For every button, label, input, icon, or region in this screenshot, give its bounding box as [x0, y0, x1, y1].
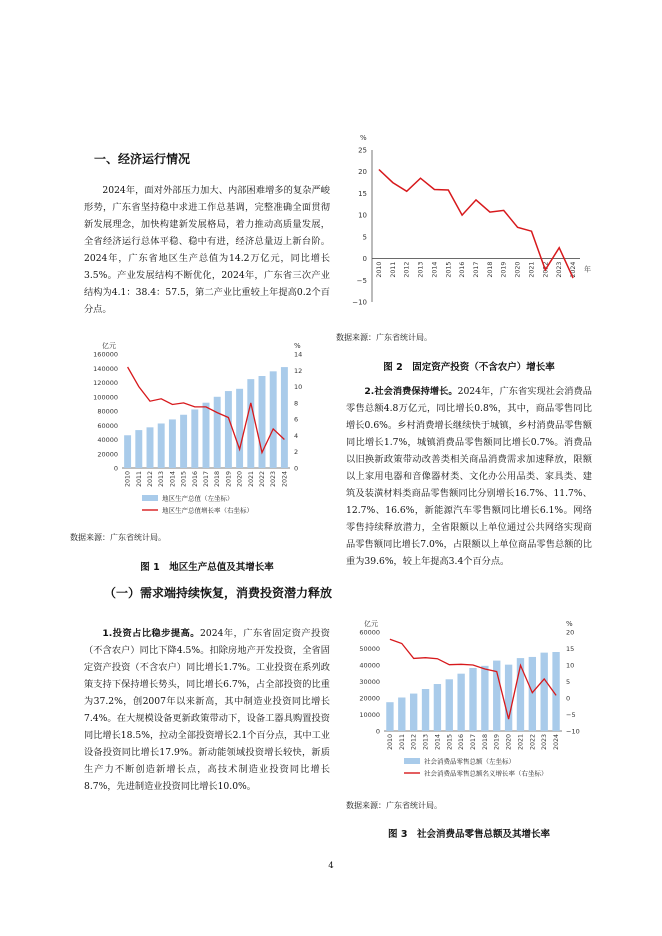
- gdp-x-label-2014: 2014: [169, 471, 177, 488]
- fai-y-tick: 15: [358, 189, 367, 198]
- fai-x-label-2024: 2024: [570, 261, 578, 278]
- retail-bar-2012: [410, 694, 417, 731]
- gdp-left-tick: 120000: [93, 379, 118, 387]
- investment-lead: 1.投资占比稳步提高。: [102, 628, 200, 639]
- fai-x-label-2011: 2011: [389, 261, 397, 278]
- investment-body: 2024年，广东省固定资产投资（不含农户）同比下降4.5%。扣除房地产开发投资，全省固定资产投资（不含农户）同比增长1.7%。工业投资在系列政策支持下保持增长势头，同比增长6.7%，占全部投资的比重为37.2%，创2007年以来新高，其中制造业投资同比增长7.4%。在大规模设备更新政策带动下，设备工器具购置投资同比增长18.5%，拉动全部投资增长2.1个百分点，其中工业设备投资同比增长17.9%。新动能领域投资增长较快，新质生产力不断创造新增长点，高技术制造业投资同比增长8.7%，先进制造业投资同比增长10.0%。: [84, 628, 330, 792]
- retail-bar-2013: [422, 689, 429, 731]
- retail-right-tick: 5: [566, 678, 571, 686]
- retail-left-tick: 0: [375, 727, 380, 736]
- gdp-bar-2020: [236, 389, 243, 468]
- retail-x-label-2024: 2024: [553, 734, 561, 751]
- retail-right-tick: 0: [566, 694, 571, 703]
- section-title: 一、经济运行情况: [94, 152, 191, 166]
- retail-right-tick: −5: [566, 711, 576, 719]
- intro-paragraph: 2024年，面对外部压力加大、内部困难增多的复杂严峻形势，广东省坚持稳中求进工作总基调，完整准确全面贯彻新发展理念，加快构建新发展格局，着力推动高质量发展，全省经济运行总体平稳、稳中有进，经济总量迈上新台阶。2024年，广东省地区生产总值为14.2万亿元，同比增长3.5%。产业发展结构不断优化，2024年，广东省三次产业结构为4.1：38.4：57.5，第二产业比重较上年提高0.2个百分点。: [84, 185, 330, 315]
- gdp-bar-2011: [135, 430, 142, 468]
- gdp-bar-2021: [247, 379, 254, 468]
- gdp-right-tick: 10: [294, 383, 303, 392]
- retail-sales-chart: [342, 616, 604, 794]
- fai-y-tick: −10: [352, 298, 367, 307]
- retail-x-label-2020: 2020: [505, 734, 513, 751]
- retail-bar-2018: [481, 666, 488, 731]
- fai-y-tick: −5: [356, 276, 367, 285]
- gdp-x-label-2016: 2016: [191, 471, 199, 488]
- fai-x-label-2015: 2015: [445, 261, 453, 278]
- retail-bar-2017: [469, 668, 476, 731]
- gdp-bar-2018: [214, 397, 221, 468]
- fai-x-label-2017: 2017: [473, 261, 480, 278]
- retail-x-label-2023: 2023: [541, 734, 549, 751]
- figure2-caption: 图 2 固定资产投资（不含农户）增长率: [383, 362, 555, 373]
- gdp-left-tick: 140000: [93, 364, 118, 373]
- gdp-right-tick: 6: [294, 415, 299, 424]
- fai-x-label-2023: 2023: [556, 261, 564, 278]
- gdp-bar-2019: [225, 391, 232, 468]
- gdp-x-label-2021: 2021: [247, 471, 255, 488]
- retail-x-label-2013: 2013: [422, 734, 430, 751]
- retail-legend-bar-label: 社会消费品零售总额（左坐标）: [424, 757, 515, 766]
- fai-x-label-2013: 2013: [417, 261, 425, 278]
- retail-bar-2020: [505, 665, 512, 731]
- gdp-chart: [78, 342, 340, 524]
- gdp-left-tick: 0: [113, 464, 118, 473]
- retail-x-label-2012: 2012: [410, 734, 418, 751]
- retail-left-tick: 50000: [359, 645, 380, 653]
- gdp-right-tick: 8: [294, 399, 299, 408]
- gdp-x-label-2022: 2022: [259, 471, 266, 488]
- retail-x-label-2014: 2014: [434, 734, 442, 751]
- gdp-x-label-2023: 2023: [270, 471, 278, 488]
- gdp-left-unit: 亿元: [102, 342, 116, 350]
- retail-bar-2010: [386, 702, 393, 731]
- gdp-bar-2014: [169, 419, 176, 468]
- retail-left-tick: 20000: [359, 694, 380, 703]
- fai-y-tick: 20: [358, 168, 367, 177]
- figure1-source: 数据来源：广东省统计局。: [70, 533, 166, 542]
- gdp-bar-2015: [180, 415, 187, 468]
- retail-legend-line-label: 社会消费品零售总额名义增长率（右坐标）: [424, 769, 548, 778]
- fai-x-label-2021: 2021: [528, 261, 536, 278]
- retail-left-unit: 亿元: [364, 620, 378, 628]
- gdp-right-tick: 4: [294, 431, 299, 440]
- gdp-bar-2012: [147, 427, 154, 468]
- retail-bar-2016: [457, 674, 464, 731]
- fai-y-tick: 5: [362, 233, 367, 242]
- retail-x-label-2011: 2011: [398, 734, 406, 751]
- retail-bar-2023: [541, 653, 548, 731]
- gdp-left-tick: 160000: [93, 350, 118, 359]
- retail-left-tick: 10000: [359, 711, 380, 719]
- gdp-left-tick: 80000: [97, 407, 118, 416]
- fai-unit: %: [360, 134, 367, 142]
- retail-x-label-2022: 2022: [529, 734, 537, 751]
- gdp-bar-2010: [124, 435, 131, 468]
- consumption-body: 2024年，广东省实现社会消费品零售总额4.8万亿元，同比增长0.8%，其中，商品零售同比增长0.6%。乡村消费增长继续快于城镇，乡村消费品零售额同比增长1.7%，城镇消费品零售额同比增长0.7%。消费品以旧换新政策带动改善类相关商品消费需求加速释放，限额以上家用电器和音像器材类、文化办公用品类、家具类、建筑及装潢材料类商品零售额同比分别增长16.7%、11.7%、12.7%、16.6%，新能源汽车零售额同比增长6.1%。网络零售持续释放潜力，全省限额以上单位通过公共网络实现商品零售额同比增长7.0%，占限额以上单位商品零售总额的比重为39.6%，较上年提高3.4个百分点。: [346, 386, 592, 567]
- gdp-right-tick: 2: [294, 448, 299, 457]
- gdp-x-label-2017: 2017: [203, 471, 210, 488]
- gdp-legend-bar-swatch: [142, 495, 158, 501]
- figure3-caption: 图 3 社会消费品零售总额及其增长率: [388, 829, 550, 840]
- retail-bar-2011: [398, 698, 405, 731]
- gdp-bar-2023: [270, 371, 277, 468]
- fai-y-tick: 0: [362, 255, 367, 264]
- fixed-investment-chart: [346, 128, 608, 308]
- gdp-right-unit: %: [294, 342, 301, 350]
- fai-x-unit: 年: [584, 265, 591, 274]
- gdp-left-tick: 40000: [97, 436, 118, 444]
- fai-x-label-2014: 2014: [431, 261, 439, 278]
- gdp-bar-2016: [191, 409, 198, 468]
- retail-left-tick: 30000: [359, 678, 380, 686]
- fai-x-label-2016: 2016: [459, 261, 467, 278]
- gdp-x-label-2024: 2024: [281, 471, 289, 488]
- retail-x-label-2017: 2017: [470, 734, 477, 751]
- gdp-x-label-2011: 2011: [135, 471, 143, 488]
- gdp-x-label-2010: 2010: [124, 471, 132, 488]
- gdp-x-label-2015: 2015: [180, 471, 188, 488]
- gdp-x-label-2012: 2012: [147, 471, 154, 488]
- retail-x-label-2015: 2015: [446, 734, 454, 751]
- retail-right-tick: 15: [566, 645, 575, 653]
- gdp-right-tick: 14: [294, 350, 303, 359]
- fai-y-tick: 10: [358, 211, 367, 220]
- gdp-left-tick: 100000: [93, 393, 118, 402]
- fai-x-label-2012: 2012: [403, 261, 411, 278]
- retail-right-tick: −10: [566, 727, 580, 736]
- fai-x-label-2018: 2018: [486, 261, 494, 278]
- retail-x-label-2016: 2016: [458, 734, 466, 751]
- consumption-paragraph: [346, 383, 592, 570]
- retail-bar-2015: [446, 679, 453, 731]
- fai-x-label-2010: 2010: [375, 261, 383, 278]
- investment-paragraph: [84, 625, 330, 795]
- gdp-bar-2022: [259, 376, 266, 468]
- retail-right-tick: 20: [566, 628, 575, 637]
- retail-x-label-2019: 2019: [493, 734, 501, 751]
- fai-x-label-2020: 2020: [514, 261, 522, 278]
- retail-right-tick: 10: [566, 661, 575, 670]
- fai-x-label-2022: 2022: [542, 261, 550, 278]
- retail-x-label-2018: 2018: [481, 734, 489, 751]
- retail-bar-2022: [529, 657, 536, 731]
- gdp-left-tick: 20000: [97, 450, 118, 459]
- gdp-bar-2013: [158, 423, 165, 468]
- retail-left-tick: 60000: [359, 628, 380, 637]
- figure2-source: 数据来源：广东省统计局。: [336, 333, 432, 342]
- retail-left-tick: 40000: [359, 661, 380, 670]
- subsection-title: （一）需求端持续恢复，消费投资潜力释放: [104, 586, 333, 600]
- gdp-bar-2024: [281, 367, 288, 468]
- gdp-bar-2017: [203, 403, 210, 468]
- gdp-x-label-2019: 2019: [225, 471, 233, 488]
- figure1-caption: 图 1 地区生产总值及其增长率: [140, 562, 274, 573]
- retail-bar-2014: [434, 684, 441, 731]
- gdp-legend-line-label: 地区生产总值增长率（右坐标）: [162, 506, 253, 515]
- retail-legend-bar-swatch: [404, 758, 420, 764]
- gdp-legend-bar-label: 地区生产总值（左坐标）: [162, 494, 234, 503]
- gdp-x-label-2018: 2018: [214, 471, 222, 488]
- figure3-source: 数据来源：广东省统计局。: [346, 801, 442, 810]
- retail-x-label-2021: 2021: [517, 734, 525, 751]
- gdp-right-tick: 0: [294, 464, 299, 473]
- gdp-right-tick: 12: [294, 366, 303, 375]
- gdp-x-label-2013: 2013: [158, 471, 166, 488]
- gdp-x-label-2020: 2020: [236, 471, 244, 488]
- page-number: 4: [328, 861, 334, 871]
- retail-bar-2021: [517, 658, 524, 731]
- retail-x-label-2010: 2010: [386, 734, 394, 751]
- gdp-left-tick: 60000: [97, 421, 118, 430]
- fai-y-tick: 25: [358, 146, 367, 155]
- fai-x-label-2019: 2019: [500, 261, 508, 278]
- retail-right-unit: %: [566, 620, 573, 628]
- consumption-lead: 2.社会消费保持增长。: [364, 386, 458, 397]
